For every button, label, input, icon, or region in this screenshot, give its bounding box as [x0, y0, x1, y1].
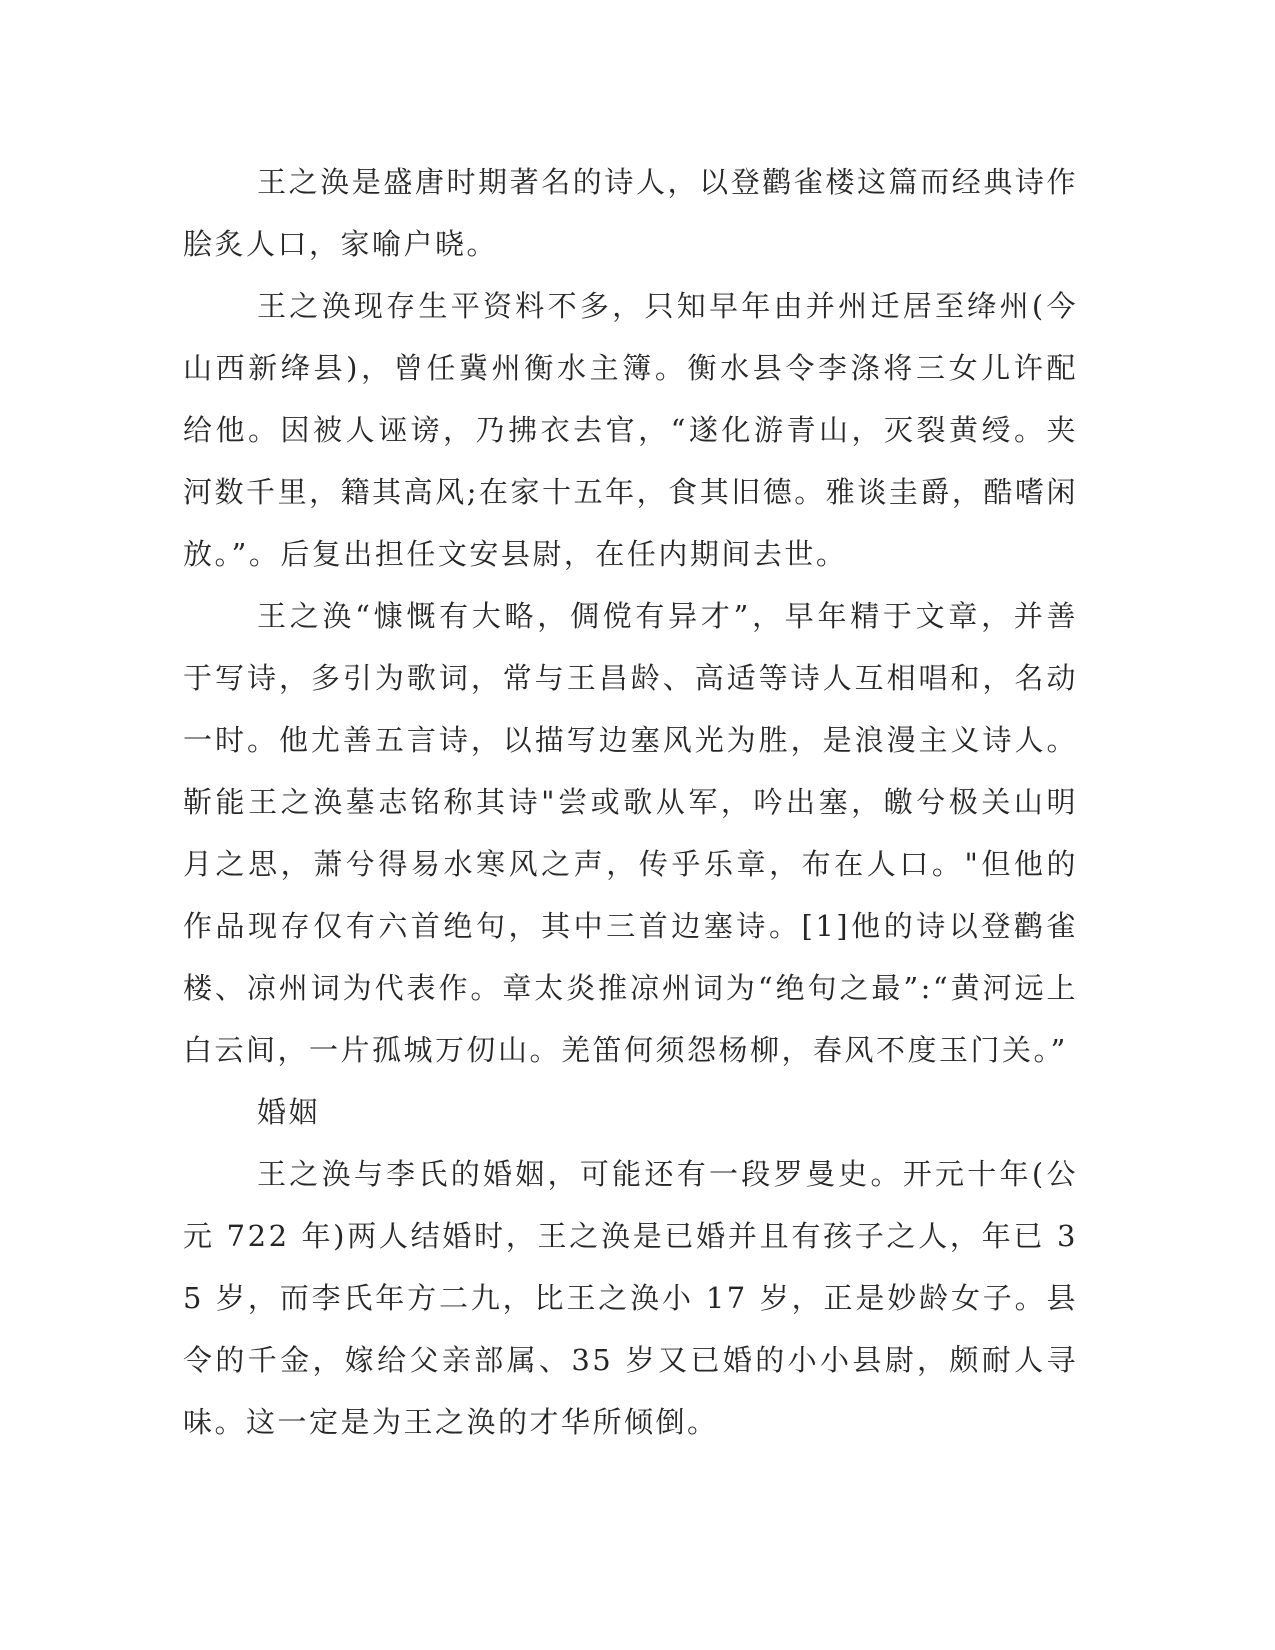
document-body [183, 151, 1078, 1453]
paragraph-poetry: 王之涣“慷慨有大略，倜傥有异才”，早年精于文章，并善于写诗，多引为歌词，常与王昌龄、高适等诗人互相唱和，名动一时。他尤善五言诗，以描写边塞风光为胜，是浪漫主义诗人。靳能王之涣墓志铭称其诗"尝或歌从军，吟出塞，皦兮极关山明月之思，萧兮得易水寒风之声，传乎乐章，布在人口。"但他的作品现存仅有六首绝句，其中三首边塞诗。[1]他的诗以登鹳雀楼、凉州词为代表作。章太炎推凉州词为“绝句之最”:“黄河远上白云间，一片孤城万仞山。羌笛何须怨杨柳，春风不度玉门关。” [183, 599, 1078, 1067]
paragraph-intro: 王之涣是盛唐时期著名的诗人，以登鹳雀楼这篇而经典诗作脍炙人口，家喻户晓。 [183, 165, 1078, 261]
paragraph-biography: 王之涣现存生平资料不多，只知早年由并州迁居至绛州(今山西新绛县)，曾任冀州衡水主簿。衡水县令李涤将三女儿许配给他。因被人诬谤，乃拂衣去官，“遂化游青山，灭裂黄绶。夹河数千里，籍其高风;在家十五年，食其旧德。雅谈圭爵，酷嗜闲放。”。后复出担任文安县尉，在任内期间去世。 [183, 289, 1078, 571]
paragraph-marriage: 王之涣与李氏的婚姻，可能还有一段罗曼史。开元十年(公元 722 年)两人结婚时，王之涣是已婚并且有孩子之人，年已 35 岁，而李氏年方二九，比王之涣小 17 岁，正是妙龄女子。县令的千金，嫁给父亲部属、35 岁又已婚的小小县尉，颇耐人寻味。这一定是为王之涣的才华所倾倒。 [183, 1157, 1078, 1439]
section-heading-marriage: 婚姻 [257, 1095, 321, 1129]
